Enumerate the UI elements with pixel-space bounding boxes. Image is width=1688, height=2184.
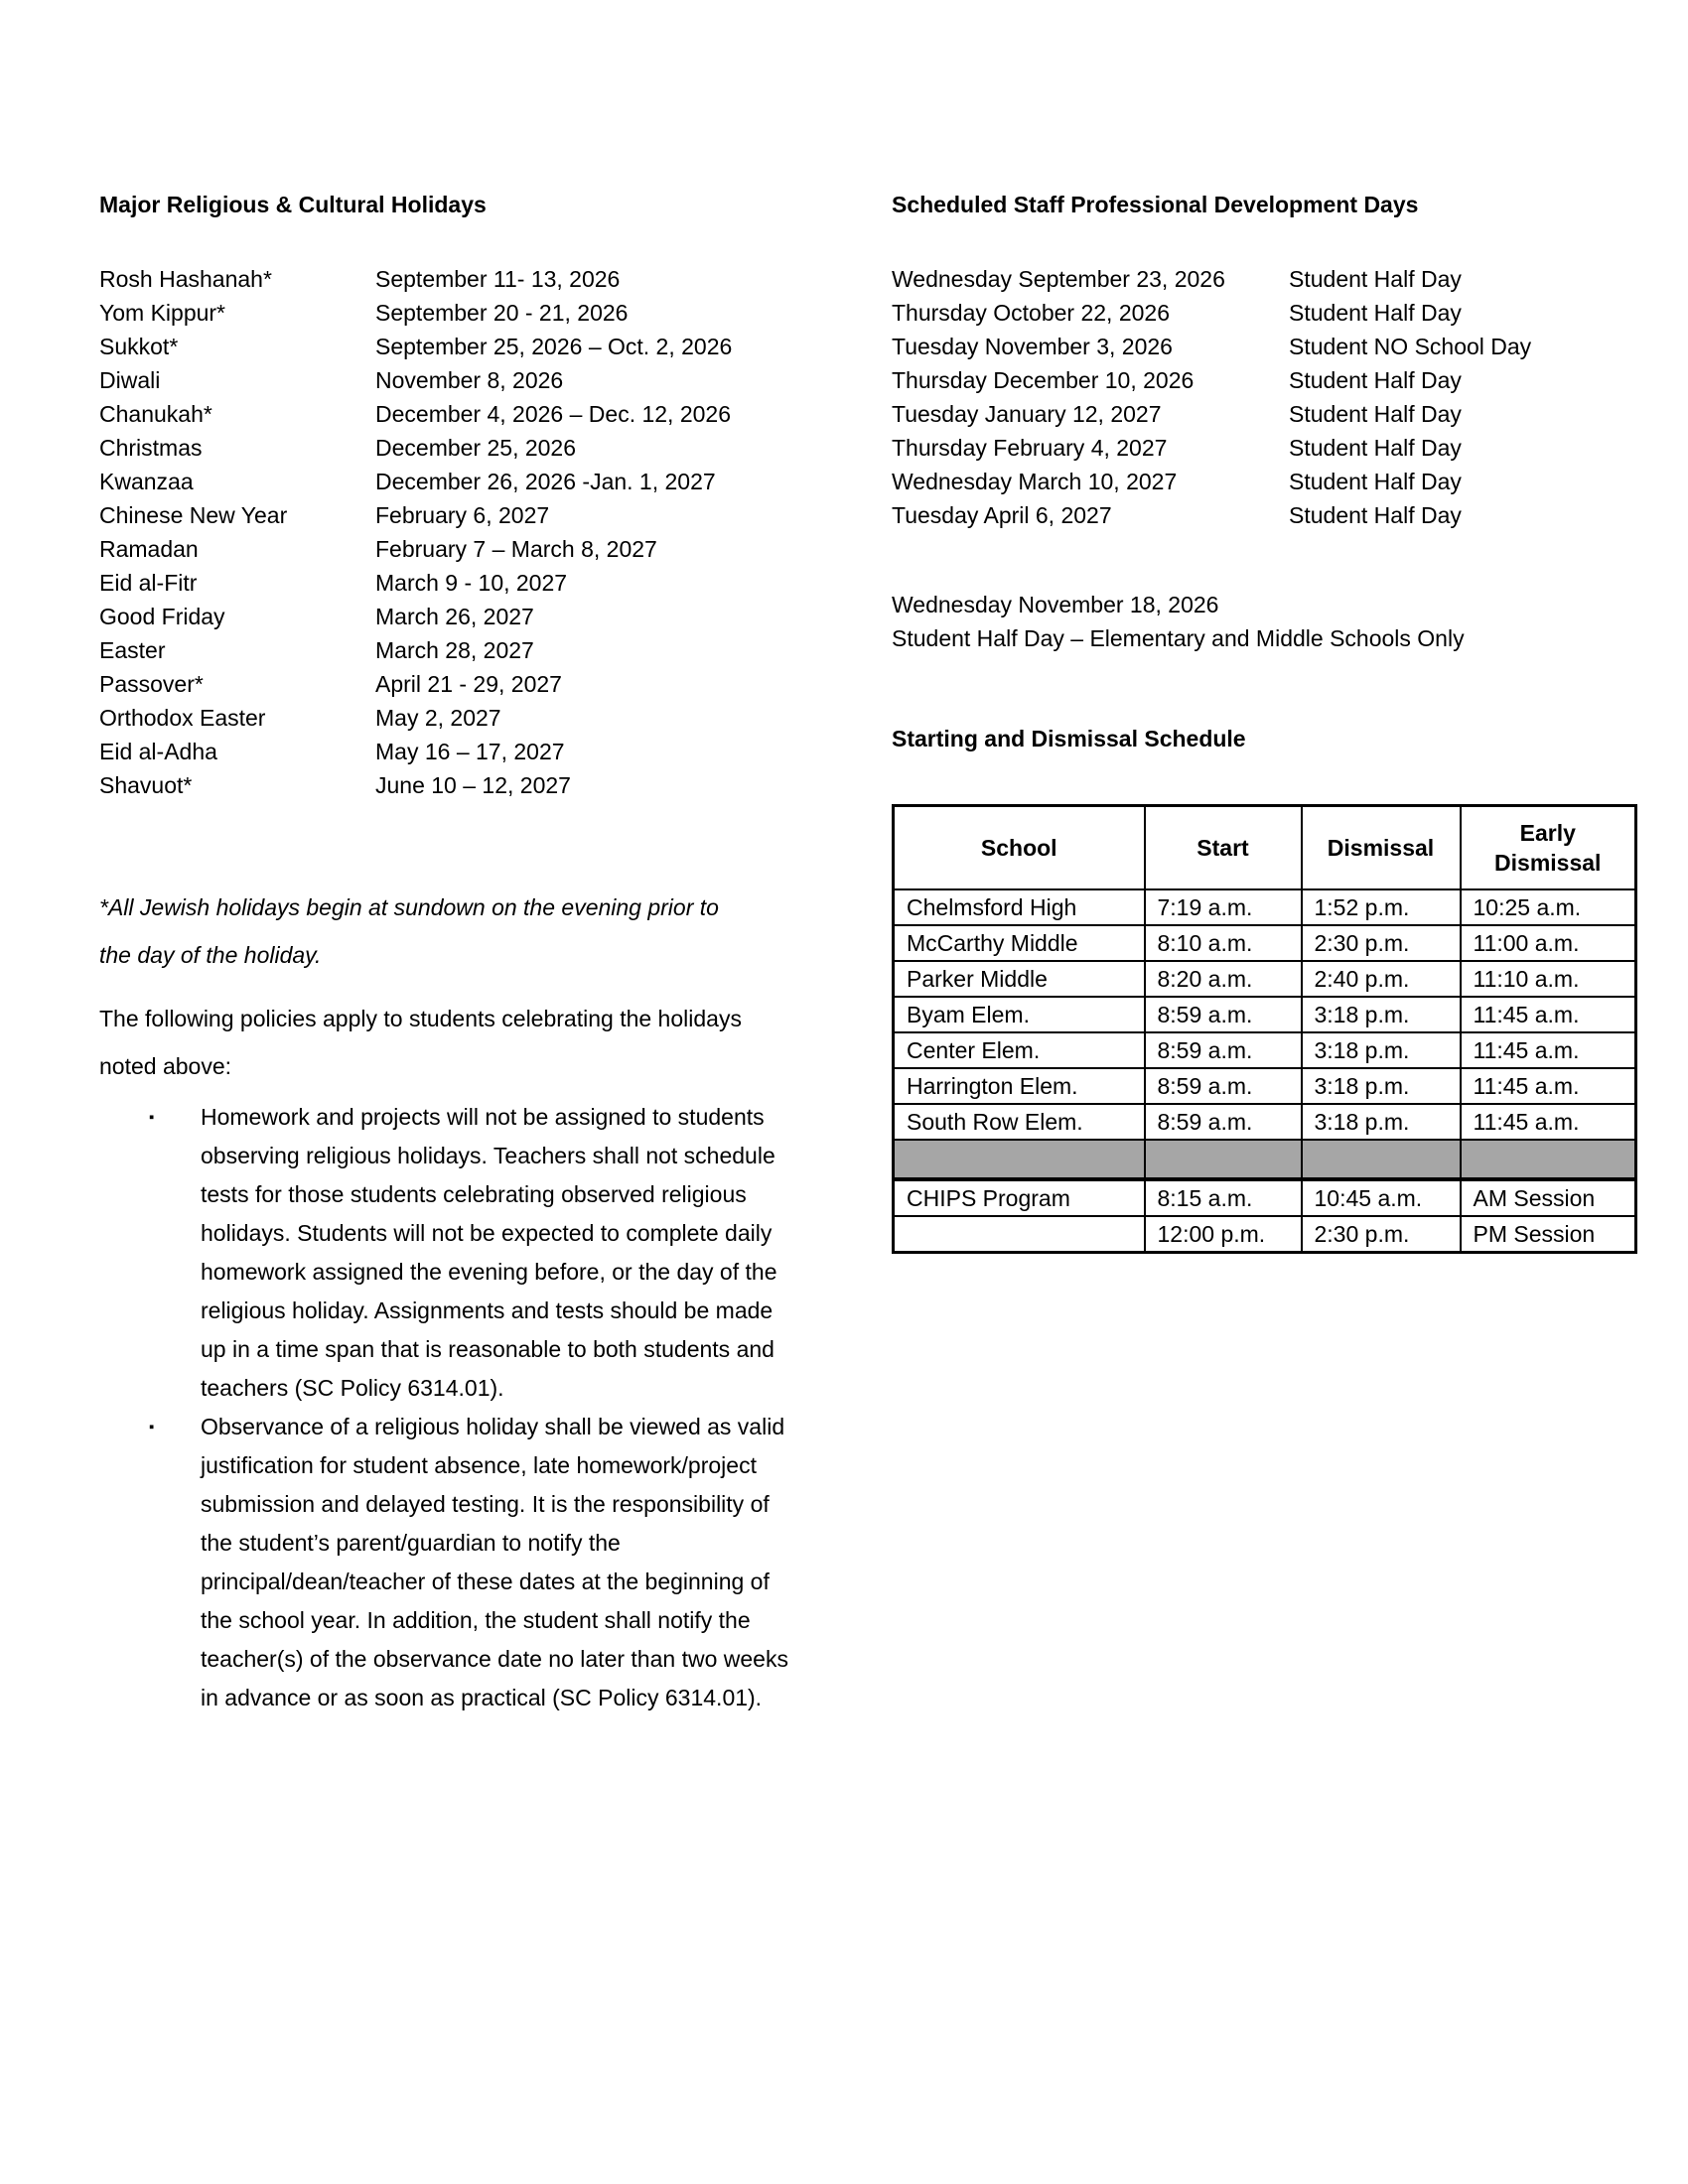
schedule-cell-school: Parker Middle	[894, 961, 1145, 997]
holiday-name: Passover*	[99, 671, 204, 697]
schedule-cell-dismissal: 2:30 p.m.	[1302, 1216, 1461, 1253]
holiday-row	[99, 566, 799, 600]
schedule-cell-school: Harrington Elem.	[894, 1068, 1145, 1104]
schedule-cell-early: AM Session	[1461, 1179, 1636, 1216]
left-column	[99, 191, 799, 1717]
holiday-name: Diwali	[99, 367, 161, 393]
pd-day-date: Thursday October 22, 2026	[892, 300, 1170, 326]
schedule-cell-early	[1461, 1140, 1636, 1179]
schedule-cell-start: 8:59 a.m.	[1145, 1068, 1302, 1104]
holiday-name: Yom Kippur*	[99, 300, 226, 326]
schedule-cell-start: 8:10 a.m.	[1145, 925, 1302, 961]
pd-day-date: Tuesday November 3, 2026	[892, 334, 1173, 359]
holiday-name: Eid al-Adha	[99, 739, 217, 764]
pd-day-status: Student Half Day	[1289, 469, 1462, 494]
schedule-cell-early: 11:10 a.m.	[1461, 961, 1636, 997]
schedule-cell-dismissal: 3:18 p.m.	[1302, 1032, 1461, 1068]
holiday-row	[99, 532, 799, 566]
schedule-header-dismissal: Dismissal	[1302, 806, 1461, 890]
holiday-date: December 26, 2026 -Jan. 1, 2027	[375, 469, 716, 494]
holiday-name: Chanukah*	[99, 401, 212, 427]
holiday-row	[99, 465, 799, 498]
schedule-cell-early: 11:45 a.m.	[1461, 1032, 1636, 1068]
holiday-date: November 8, 2026	[375, 367, 564, 393]
schedule-row	[894, 997, 1636, 1032]
holiday-row	[99, 498, 799, 532]
schedule-cell-school	[894, 1140, 1145, 1179]
pd-day-status: Student NO School Day	[1289, 334, 1532, 359]
schedule-cell-start: 12:00 p.m.	[1145, 1216, 1302, 1253]
pd-day-row	[892, 296, 1646, 330]
policies-intro: The following policies apply to students celebrating the holidays noted above:	[99, 1006, 742, 1079]
pd-day-date: Tuesday January 12, 2027	[892, 401, 1162, 427]
pd-extra-block	[892, 588, 1646, 655]
dismissal-schedule-table	[892, 804, 1637, 1254]
holiday-row	[99, 768, 799, 802]
schedule-section-title: Starting and Dismissal Schedule	[892, 726, 1246, 751]
holiday-date: December 4, 2026 – Dec. 12, 2026	[375, 401, 732, 427]
pd-day-status: Student Half Day	[1289, 266, 1462, 292]
holiday-date: April 21 - 29, 2027	[375, 671, 562, 697]
pd-day-row	[892, 397, 1646, 431]
policy-bullet-item	[99, 1098, 796, 1408]
holiday-date: February 7 – March 8, 2027	[375, 536, 657, 562]
schedule-header-row	[894, 806, 1636, 890]
pd-day-row	[892, 431, 1646, 465]
pd-day-status: Student Half Day	[1289, 300, 1462, 326]
holiday-name: Orthodox Easter	[99, 705, 266, 731]
schedule-cell-start: 8:20 a.m.	[1145, 961, 1302, 997]
holiday-row	[99, 363, 799, 397]
holiday-name: Christmas	[99, 435, 203, 461]
schedule-cell-start: 8:59 a.m.	[1145, 997, 1302, 1032]
schedule-cell-start: 8:15 a.m.	[1145, 1179, 1302, 1216]
holiday-date: March 9 - 10, 2027	[375, 570, 568, 596]
pd-extra-note: Student Half Day – Elementary and Middle Schools Only	[892, 625, 1465, 651]
schedule-cell-start: 7:19 a.m.	[1145, 889, 1302, 925]
pd-day-status: Student Half Day	[1289, 502, 1462, 528]
schedule-row	[894, 1179, 1636, 1216]
pd-day-row	[892, 498, 1646, 532]
holiday-name: Rosh Hashanah*	[99, 266, 272, 292]
schedule-row	[894, 889, 1636, 925]
holiday-row	[99, 667, 799, 701]
schedule-row	[894, 1068, 1636, 1104]
schedule-row	[894, 961, 1636, 997]
holiday-date: June 10 – 12, 2027	[375, 772, 571, 798]
holiday-row	[99, 431, 799, 465]
schedule-cell-school: CHIPS Program	[894, 1179, 1145, 1216]
holiday-name: Eid al-Fitr	[99, 570, 198, 596]
pd-day-status: Student Half Day	[1289, 401, 1462, 427]
holiday-row	[99, 735, 799, 768]
schedule-cell-start: 8:59 a.m.	[1145, 1032, 1302, 1068]
pd-day-date: Tuesday April 6, 2027	[892, 502, 1112, 528]
holiday-date: March 28, 2027	[375, 637, 534, 663]
holiday-name: Good Friday	[99, 604, 225, 629]
schedule-cell-school: Center Elem.	[894, 1032, 1145, 1068]
schedule-row	[894, 925, 1636, 961]
policy-bullet-list	[99, 1098, 799, 1717]
holiday-date: May 16 – 17, 2027	[375, 739, 565, 764]
pd-day-list	[892, 262, 1646, 532]
holidays-section-title: Major Religious & Cultural Holidays	[99, 192, 487, 217]
schedule-cell-dismissal: 3:18 p.m.	[1302, 997, 1461, 1032]
schedule-row	[894, 1032, 1636, 1068]
schedule-cell-early: 11:45 a.m.	[1461, 1068, 1636, 1104]
schedule-cell-school: South Row Elem.	[894, 1104, 1145, 1140]
holiday-row	[99, 600, 799, 633]
pd-day-row	[892, 330, 1646, 363]
jewish-holidays-note: *All Jewish holidays begin at sundown on the evening prior to the day of the holiday.	[99, 894, 719, 968]
schedule-cell-school: McCarthy Middle	[894, 925, 1145, 961]
schedule-cell-early: 11:45 a.m.	[1461, 997, 1636, 1032]
schedule-cell-early: 11:45 a.m.	[1461, 1104, 1636, 1140]
holiday-row	[99, 633, 799, 667]
holiday-date: February 6, 2027	[375, 502, 550, 528]
schedule-cell-dismissal: 3:18 p.m.	[1302, 1068, 1461, 1104]
schedule-header-school: School	[894, 806, 1145, 890]
schedule-cell-dismissal: 1:52 p.m.	[1302, 889, 1461, 925]
policy-bullet-item	[99, 1408, 796, 1717]
pd-day-status: Student Half Day	[1289, 435, 1462, 461]
holiday-name: Kwanzaa	[99, 469, 194, 494]
pd-day-date: Thursday February 4, 2027	[892, 435, 1168, 461]
schedule-row	[894, 1140, 1636, 1179]
schedule-cell-dismissal: 2:40 p.m.	[1302, 961, 1461, 997]
holiday-name: Ramadan	[99, 536, 199, 562]
pd-extra-date: Wednesday November 18, 2026	[892, 592, 1219, 617]
right-column	[892, 191, 1646, 1254]
schedule-cell-dismissal	[1302, 1140, 1461, 1179]
pd-day-status: Student Half Day	[1289, 367, 1462, 393]
schedule-cell-dismissal: 2:30 p.m.	[1302, 925, 1461, 961]
holiday-date: September 11- 13, 2026	[375, 266, 621, 292]
schedule-cell-start	[1145, 1140, 1302, 1179]
holiday-row	[99, 330, 799, 363]
pd-day-row	[892, 363, 1646, 397]
schedule-cell-school	[894, 1216, 1145, 1253]
schedule-header-start: Start	[1145, 806, 1302, 890]
schedule-cell-dismissal: 3:18 p.m.	[1302, 1104, 1461, 1140]
holiday-row	[99, 397, 799, 431]
schedule-row	[894, 1216, 1636, 1253]
holiday-date: September 25, 2026 – Oct. 2, 2026	[375, 334, 733, 359]
policy-bullet-text: Homework and projects will not be assigned to students observing religious holidays. Teachers shall not schedule tests for those students celebrating observed religious holidays. Students will not be expected to complete daily homework assigned the evening before, or the day of the religious holiday. Assignments and tests should be made up in a time span that is reasonable to both students and teachers (SC Policy 6314.01).	[201, 1104, 777, 1401]
schedule-header-early: Early Dismissal	[1461, 806, 1636, 890]
schedule-cell-early: 10:25 a.m.	[1461, 889, 1636, 925]
policy-bullet-text: Observance of a religious holiday shall be viewed as valid justification for student absence, late homework/project submission and delayed testing. It is the responsibility of the student’s parent/guardian to notify the principal/dean/teacher of these dates at the beginning of the school year. In addition, the student shall notify the teacher(s) of the observance date no later than two weeks in advance or as soon as practical (SC Policy 6314.01).	[201, 1414, 788, 1710]
schedule-cell-early: 11:00 a.m.	[1461, 925, 1636, 961]
holiday-date: May 2, 2027	[375, 705, 501, 731]
holiday-name: Chinese New Year	[99, 502, 288, 528]
schedule-cell-start: 8:59 a.m.	[1145, 1104, 1302, 1140]
pd-day-date: Thursday December 10, 2026	[892, 367, 1195, 393]
pd-day-date: Wednesday March 10, 2027	[892, 469, 1178, 494]
holiday-row	[99, 296, 799, 330]
pd-day-date: Wednesday September 23, 2026	[892, 266, 1225, 292]
holiday-list	[99, 262, 799, 802]
holiday-name: Shavuot*	[99, 772, 193, 798]
bullet-square-icon: ▪	[149, 1419, 155, 1435]
schedule-cell-school: Byam Elem.	[894, 997, 1145, 1032]
holiday-row	[99, 701, 799, 735]
holiday-date: December 25, 2026	[375, 435, 577, 461]
holiday-name: Easter	[99, 637, 166, 663]
holiday-name: Sukkot*	[99, 334, 179, 359]
holiday-row	[99, 262, 799, 296]
schedule-cell-school: Chelmsford High	[894, 889, 1145, 925]
bullet-square-icon: ▪	[149, 1109, 155, 1126]
schedule-row	[894, 1104, 1636, 1140]
schedule-cell-early: PM Session	[1461, 1216, 1636, 1253]
holiday-date: March 26, 2027	[375, 604, 534, 629]
pd-day-row	[892, 262, 1646, 296]
pd-day-row	[892, 465, 1646, 498]
pd-section-title: Scheduled Staff Professional Development Days	[892, 192, 1419, 217]
holiday-date: September 20 - 21, 2026	[375, 300, 629, 326]
schedule-cell-dismissal: 10:45 a.m.	[1302, 1179, 1461, 1216]
